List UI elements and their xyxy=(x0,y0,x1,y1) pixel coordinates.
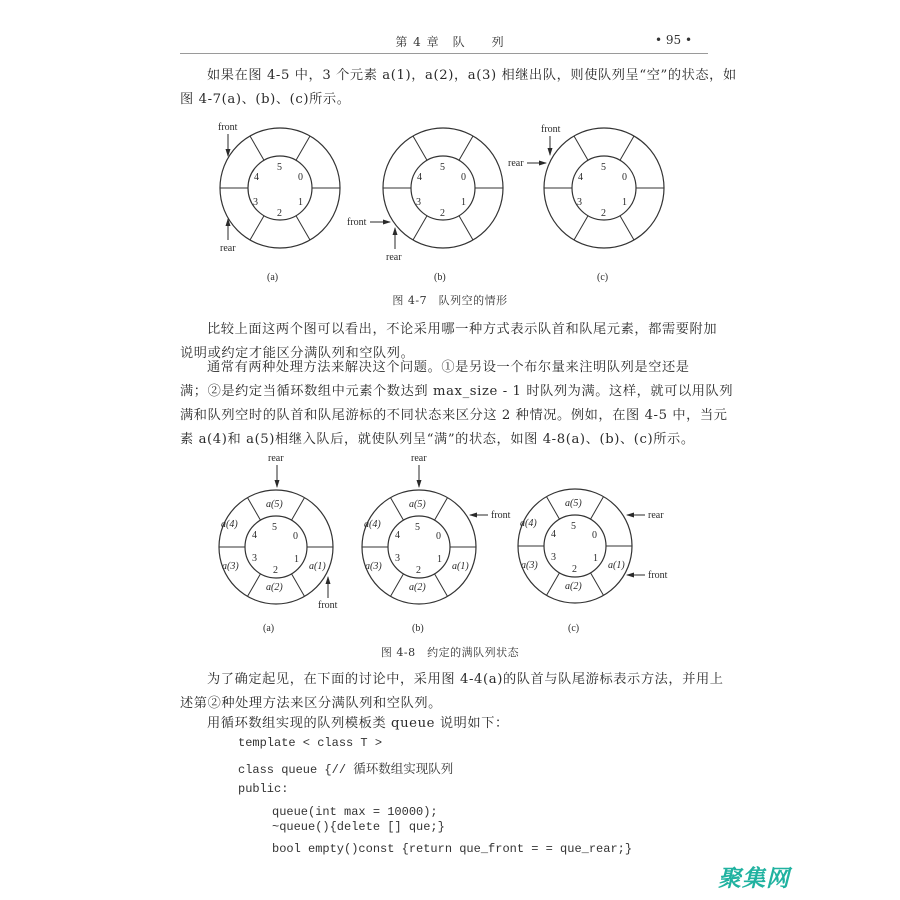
text-line: 述第②种处理方法来区分满队列和空队列。 xyxy=(180,696,442,711)
code-line: template < class T > xyxy=(238,736,383,750)
text-line: 满；②是约定当循环数组中元素个数达到 max_size - 1 时队列为满。这样，就可以用队列 xyxy=(180,384,734,399)
svg-text:3: 3 xyxy=(252,553,257,564)
panel-label-a: (a) xyxy=(263,623,275,634)
svg-text:2: 2 xyxy=(273,565,278,576)
svg-text:4: 4 xyxy=(578,172,583,183)
site-watermark-logo: 聚集网 xyxy=(718,866,790,892)
svg-text:4: 4 xyxy=(551,529,556,540)
svg-text:3: 3 xyxy=(395,553,400,564)
svg-text:3: 3 xyxy=(416,197,421,208)
full-queue-ring-a xyxy=(219,490,333,604)
svg-text:1: 1 xyxy=(593,553,598,564)
svg-text:a(3): a(3) xyxy=(521,560,538,571)
figure-4-8-caption: 图 4-8 约定的满队列状态 xyxy=(380,646,520,659)
svg-text:a(4): a(4) xyxy=(221,519,238,530)
figure-4-7-caption: 图 4-7 队列空的情形 xyxy=(392,294,508,307)
front-label: front xyxy=(218,122,238,133)
svg-text:4: 4 xyxy=(254,172,259,183)
svg-text:a(3): a(3) xyxy=(222,561,239,572)
text-line: 满和队列空时的队首和队尾游标的不同状态来区分这 2 种情况。例如，在图 4-5 中，当元 xyxy=(180,408,728,423)
text-line: 图 4-7(a)、(b)、(c)所示。 xyxy=(180,92,351,107)
front-label: front xyxy=(491,510,511,521)
svg-text:a(1): a(1) xyxy=(608,560,625,571)
svg-text:a(2): a(2) xyxy=(409,582,426,593)
svg-text:0: 0 xyxy=(592,530,597,541)
svg-text:0: 0 xyxy=(293,531,298,542)
svg-text:4: 4 xyxy=(252,530,257,541)
full-queue-ring-c xyxy=(518,489,632,603)
svg-text:a(5): a(5) xyxy=(266,499,283,510)
paragraph-1 xyxy=(180,64,737,112)
svg-text:5: 5 xyxy=(440,162,445,173)
panel-label-c: (c) xyxy=(597,272,609,283)
svg-text:a(4): a(4) xyxy=(520,518,537,529)
text-line: 为了确定起见，在下面的讨论中，采用图 4-4(a)的队首与队尾游标表示方法，并用上 xyxy=(207,672,724,687)
running-header-chapter: 第 4 章 队 列 xyxy=(395,35,505,49)
svg-text:a(1): a(1) xyxy=(309,561,326,572)
rear-label: rear xyxy=(386,252,402,263)
svg-text:3: 3 xyxy=(551,552,556,563)
figure-4-7-diagram xyxy=(0,110,900,295)
header-divider xyxy=(180,53,708,54)
panel-label-b: (b) xyxy=(434,272,446,283)
full-queue-ring-b xyxy=(362,490,476,604)
svg-text:1: 1 xyxy=(294,554,299,565)
panel-label-a: (a) xyxy=(267,272,279,283)
svg-text:5: 5 xyxy=(277,162,282,173)
rear-label: rear xyxy=(411,453,427,464)
svg-text:1: 1 xyxy=(461,197,466,208)
queue-ring-c xyxy=(544,128,664,248)
svg-text:1: 1 xyxy=(622,197,627,208)
svg-text:a(5): a(5) xyxy=(565,498,582,509)
svg-text:3: 3 xyxy=(577,197,582,208)
text-line: 如果在图 4-5 中，3 个元素 a(1)，a(2)，a(3) 相继出队，则使队列呈“空”的状态，如 xyxy=(207,68,737,83)
svg-text:a(2): a(2) xyxy=(565,581,582,592)
text-line: 说明或约定才能区分满队列和空队列。 xyxy=(180,346,415,361)
panel-label-b: (b) xyxy=(412,623,424,634)
front-label: front xyxy=(648,570,668,581)
svg-text:4: 4 xyxy=(417,172,422,183)
code-line: class queue {// 循环数组实现队列 xyxy=(238,761,454,777)
code-line: public: xyxy=(238,782,289,796)
svg-text:1: 1 xyxy=(298,197,303,208)
panel-label-c: (c) xyxy=(568,623,580,634)
svg-text:2: 2 xyxy=(440,208,445,219)
front-label: front xyxy=(318,600,338,611)
svg-text:2: 2 xyxy=(277,208,282,219)
svg-text:a(3): a(3) xyxy=(365,561,382,572)
rear-label: rear xyxy=(268,453,284,464)
page-number: • 95 • xyxy=(655,33,693,47)
rear-label: rear xyxy=(220,243,236,254)
text-line: 用循环数组实现的队列模板类 queue 说明如下： xyxy=(207,716,509,731)
svg-text:3: 3 xyxy=(253,197,258,208)
svg-text:0: 0 xyxy=(622,172,627,183)
queue-ring-a xyxy=(220,128,340,248)
svg-text:a(2): a(2) xyxy=(266,582,283,593)
code-line: bool empty()const {return que_front = = que_rear;} xyxy=(272,842,633,856)
code-line: ~queue(){delete [] que;} xyxy=(272,820,445,834)
rear-label: rear xyxy=(648,510,664,521)
queue-ring-b xyxy=(383,128,503,248)
front-label: front xyxy=(347,217,367,228)
svg-text:2: 2 xyxy=(572,564,577,575)
svg-text:0: 0 xyxy=(436,531,441,542)
svg-text:0: 0 xyxy=(298,172,303,183)
svg-text:5: 5 xyxy=(571,521,576,532)
svg-text:a(5): a(5) xyxy=(409,499,426,510)
svg-text:a(1): a(1) xyxy=(452,561,469,572)
svg-text:5: 5 xyxy=(415,522,420,533)
paragraph-3 xyxy=(180,356,734,452)
svg-text:2: 2 xyxy=(601,208,606,219)
text-line: 通常有两种处理方法来解决这个问题。①是另设一个布尔量来注明队列是空还是 xyxy=(207,360,690,375)
svg-text:0: 0 xyxy=(461,172,466,183)
text-line: 素 a(4)和 a(5)相继入队后，就使队列呈“满”的状态，如图 4-8(a)、(b)、(c)所示。 xyxy=(180,432,695,447)
svg-text:5: 5 xyxy=(601,162,606,173)
svg-text:2: 2 xyxy=(416,565,421,576)
paragraph-5 xyxy=(180,712,707,736)
svg-text:5: 5 xyxy=(272,522,277,533)
text-line: 比较上面这两个图可以看出，不论采用哪一种方式表示队首和队尾元素，都需要附加 xyxy=(207,322,718,337)
figure-4-8-diagram xyxy=(0,450,900,640)
svg-text:4: 4 xyxy=(395,530,400,541)
paragraph-4 xyxy=(180,668,724,716)
rear-label: rear xyxy=(508,158,524,169)
svg-text:a(4): a(4) xyxy=(364,519,381,530)
front-label: front xyxy=(541,124,561,135)
code-line: queue(int max = 10000); xyxy=(272,805,438,819)
svg-text:1: 1 xyxy=(437,554,442,565)
